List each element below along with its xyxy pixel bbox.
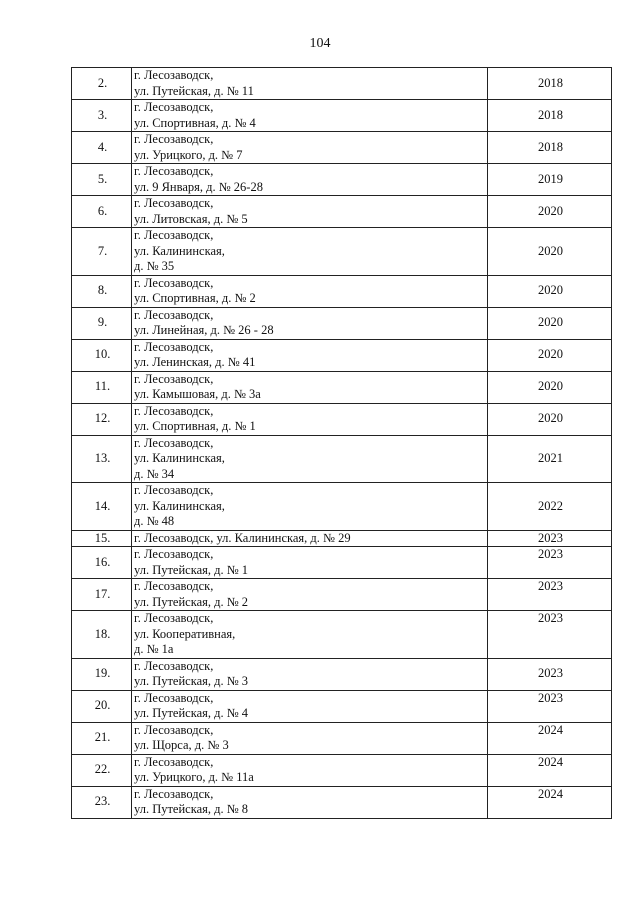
- row-number: 19.: [72, 658, 132, 690]
- address-cell: [132, 611, 488, 659]
- address-cell: [132, 722, 488, 754]
- address-line: ул. Спортивная, д. № 2: [134, 291, 256, 305]
- table-row: [72, 228, 612, 276]
- row-number: 9.: [72, 307, 132, 339]
- table-row: [72, 786, 612, 818]
- address-cell: [132, 371, 488, 403]
- year-cell: 2023: [488, 530, 612, 547]
- address-line: ул. Калининская,: [134, 498, 225, 513]
- year-cell: 2023: [488, 579, 612, 611]
- row-number: 16.: [72, 547, 132, 579]
- address-cell: [132, 196, 488, 228]
- address-line: г. Лесозаводск,: [134, 690, 214, 705]
- row-number: 3.: [72, 100, 132, 132]
- address-line: г. Лесозаводск,: [134, 100, 214, 114]
- address-line: г. Лесозаводск,: [134, 196, 214, 210]
- row-number: 11.: [72, 371, 132, 403]
- address-line: ул. Калининская,: [134, 451, 225, 465]
- address-cell: [132, 132, 488, 164]
- table-row: [72, 196, 612, 228]
- address-line: г. Лесозаводск,: [134, 611, 214, 625]
- address-line: ул. Литовская, д. № 5: [134, 211, 248, 226]
- address-line: ул. Линейная, д. № 26 - 28: [134, 323, 274, 337]
- address-cell: [132, 275, 488, 307]
- address-cell: [132, 786, 488, 818]
- table-row: [72, 754, 612, 786]
- table-row: [72, 483, 612, 531]
- address-cell: [132, 164, 488, 196]
- row-number: 14.: [72, 483, 132, 531]
- row-number: 5.: [72, 164, 132, 196]
- row-number: 21.: [72, 722, 132, 754]
- address-line: г. Лесозаводск,: [134, 722, 214, 737]
- address-line: ул. Путейская, д. № 8: [134, 802, 249, 816]
- address-line: г. Лесозаводск,: [134, 579, 214, 593]
- address-line: г. Лесозаводск,: [134, 658, 214, 673]
- year-cell: 2020: [488, 403, 612, 435]
- year-cell: 2020: [488, 371, 612, 403]
- address-line: д. № 35: [134, 259, 175, 273]
- address-cell: [132, 435, 488, 483]
- address-cell: [132, 339, 488, 371]
- address-line: г. Лесозаводск, ул. Калининская, д. № 29: [134, 530, 351, 545]
- address-line: г. Лесозаводск,: [134, 307, 214, 322]
- table-row: [72, 547, 612, 579]
- year-cell: 2020: [488, 307, 612, 339]
- table-row: [72, 579, 612, 611]
- year-cell: 2024: [488, 754, 612, 786]
- address-cell: [132, 307, 488, 339]
- address-cell: [132, 100, 488, 132]
- table-row: [72, 100, 612, 132]
- row-number: 20.: [72, 690, 132, 722]
- address-table: [71, 67, 612, 819]
- table-row: [72, 164, 612, 196]
- address-line: ул. Камышовая, д. № 3а: [134, 387, 261, 401]
- address-line: ул. Урицкого, д. № 7: [134, 147, 243, 162]
- year-cell: 2018: [488, 100, 612, 132]
- address-line: ул. Калининская,: [134, 243, 225, 258]
- address-line: ул. Кооперативная,: [134, 626, 236, 641]
- address-cell: [132, 483, 488, 531]
- year-cell: 2020: [488, 275, 612, 307]
- row-number: 7.: [72, 228, 132, 276]
- year-cell: 2023: [488, 658, 612, 690]
- row-number: 15.: [72, 530, 132, 547]
- table-row: [72, 275, 612, 307]
- address-line: ул. Путейская, д. № 2: [134, 594, 249, 609]
- address-table-body: [72, 68, 612, 819]
- address-cell: [132, 530, 488, 547]
- address-line: ул. Урицкого, д. № 11а: [134, 770, 254, 784]
- year-cell: 2023: [488, 611, 612, 659]
- table-row: [72, 403, 612, 435]
- address-line: г. Лесозаводск,: [134, 164, 214, 178]
- row-number: 12.: [72, 403, 132, 435]
- table-row: [72, 339, 612, 371]
- address-line: ул. Путейская, д. № 3: [134, 674, 249, 688]
- table-row: [72, 307, 612, 339]
- table-row: [72, 722, 612, 754]
- row-number: 18.: [72, 611, 132, 659]
- year-cell: 2019: [488, 164, 612, 196]
- address-line: ул. Путейская, д. № 11: [134, 83, 254, 98]
- row-number: 22.: [72, 754, 132, 786]
- address-cell: [132, 754, 488, 786]
- table-row: [72, 611, 612, 659]
- address-line: ул. Ленинская, д. № 41: [134, 355, 256, 369]
- year-cell: 2020: [488, 228, 612, 276]
- address-line: ул. Спортивная, д. № 4: [134, 115, 256, 130]
- year-cell: 2018: [488, 132, 612, 164]
- row-number: 13.: [72, 435, 132, 483]
- address-line: г. Лесозаводск,: [134, 228, 214, 242]
- address-cell: [132, 228, 488, 276]
- year-cell: 2022: [488, 483, 612, 531]
- row-number: 10.: [72, 339, 132, 371]
- table-row: [72, 371, 612, 403]
- address-line: ул. Щорса, д. № 3: [134, 738, 229, 752]
- page-number: 104: [309, 36, 331, 51]
- year-cell: 2021: [488, 435, 612, 483]
- address-line: г. Лесозаводск,: [134, 132, 214, 146]
- year-cell: 2018: [488, 68, 612, 100]
- row-number: 23.: [72, 786, 132, 818]
- address-cell: [132, 547, 488, 579]
- table-row: [72, 658, 612, 690]
- table-row: [72, 68, 612, 100]
- row-number: 17.: [72, 579, 132, 611]
- address-cell: [132, 658, 488, 690]
- address-line: ул. Спортивная, д. № 1: [134, 419, 256, 433]
- table-row: [72, 690, 612, 722]
- address-line: д. № 48: [134, 514, 175, 528]
- row-number: 8.: [72, 275, 132, 307]
- year-cell: 2023: [488, 690, 612, 722]
- address-line: г. Лесозаводск,: [134, 68, 214, 82]
- address-line: г. Лесозаводск,: [134, 786, 214, 801]
- address-line: г. Лесозаводск,: [134, 403, 214, 418]
- table-row: [72, 435, 612, 483]
- address-cell: [132, 579, 488, 611]
- address-line: г. Лесозаводск,: [134, 547, 214, 561]
- year-cell: 2020: [488, 339, 612, 371]
- table-row: [72, 530, 612, 547]
- year-cell: 2024: [488, 786, 612, 818]
- address-cell: [132, 690, 488, 722]
- year-cell: 2020: [488, 196, 612, 228]
- address-line: г. Лесозаводск,: [134, 754, 214, 769]
- address-line: г. Лесозаводск,: [134, 339, 214, 354]
- address-line: ул. Путейская, д. № 1: [134, 562, 249, 577]
- address-line: д. № 1а: [134, 642, 174, 656]
- address-cell: [132, 68, 488, 100]
- year-cell: 2024: [488, 722, 612, 754]
- address-cell: [132, 403, 488, 435]
- table-row: [72, 132, 612, 164]
- address-line: ул. Путейская, д. № 4: [134, 706, 249, 720]
- address-line: г. Лесозаводск,: [134, 275, 214, 290]
- address-line: г. Лесозаводск,: [134, 435, 214, 450]
- address-line: д. № 34: [134, 466, 175, 481]
- address-line: г. Лесозаводск,: [134, 483, 214, 497]
- address-line: ул. 9 Января, д. № 26-28: [134, 179, 263, 194]
- year-cell: 2023: [488, 547, 612, 579]
- address-line: г. Лесозаводск,: [134, 371, 214, 386]
- row-number: 4.: [72, 132, 132, 164]
- row-number: 2.: [72, 68, 132, 100]
- row-number: 6.: [72, 196, 132, 228]
